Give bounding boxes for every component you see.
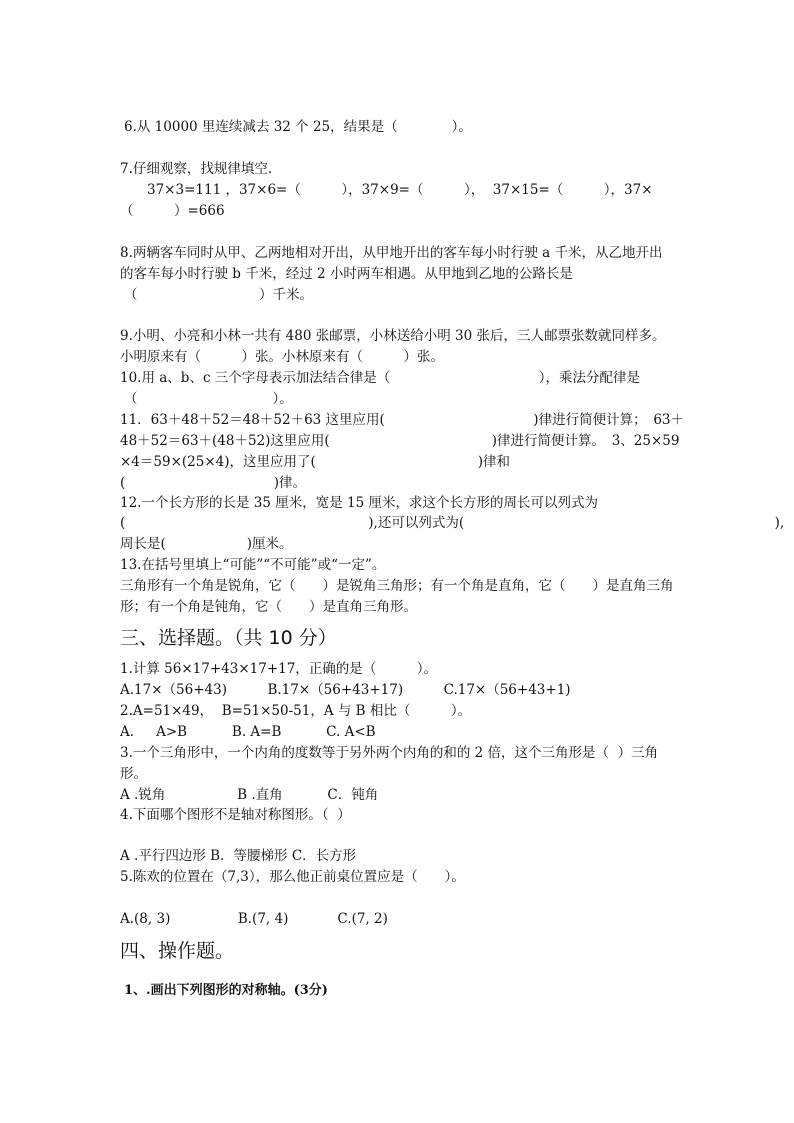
s3q5-line-1: 5.陈欢的位置在（7,3），那么他正前桌位置应是（ ）。 bbox=[120, 869, 465, 885]
q12-line-3: 周长是( )厘米。 bbox=[120, 536, 293, 552]
q8-line-2: 的客车每小时行驶 b 千米，经过 2 小时两车相遇。从甲地到乙地的公路长是 bbox=[120, 266, 573, 282]
q7-line-2: （ ）=666 bbox=[120, 203, 225, 219]
s3q3-options: A .锐角 B .直角 C．钝角 bbox=[120, 787, 379, 803]
s3q4-options: A .平行四边形 B．等腰梯形 C．长方形 bbox=[120, 848, 357, 864]
q11-line-3: ×4＝59×(25×4)，这里应用了( )律和 bbox=[120, 454, 511, 470]
q6-text: 6.从 10000 里连续减去 32 个 25，结果是（ ）。 bbox=[124, 119, 472, 135]
section-4-heading: 四、操作题。 bbox=[120, 940, 235, 962]
s3q4-line-1: 4.下面哪个图形不是轴对称图形。（ ） bbox=[120, 807, 351, 823]
q13-line-3: 形；有一个角是钝角，它（ ）是直角三角形。 bbox=[120, 599, 417, 615]
q7-title: 7.仔细观察，找规律填空. bbox=[120, 161, 273, 177]
q8-line-1: 8.两辆客车同时从甲、乙两地相对开出，从甲地开出的客车每小时行驶 a 千米，从乙地开出 bbox=[120, 245, 663, 261]
q11-line-2: 48＋52＝63＋(48＋52)这里应用( )律进行简便计算。 3、25×59 bbox=[120, 433, 680, 449]
s3q3-line-1: 3.一个三角形中，一个内角的度数等于另外两个内角的和的 2 倍，这个三角形是（ ）三角 bbox=[120, 745, 659, 761]
s3q1-line-1: 1.计算 56×17+43×17+17，正确的是（ ）。 bbox=[120, 661, 438, 677]
section-3-heading: 三、选择题。（共 10 分） bbox=[120, 627, 337, 649]
q9-line-1: 9.小明、小亮和小林一共有 480 张邮票，小林送给小明 30 张后，三人邮票张数就同样多。 bbox=[120, 328, 666, 344]
q10-line-1: 10.用 a、b、c 三个字母表示加法结合律是（ ），乘法分配律是 bbox=[120, 370, 641, 386]
q7-line-1: 37×3=111 ，37×6=（ ），37×9=（ ）， 37×15=（ ），37× bbox=[147, 182, 653, 198]
q11-line-4: ( )律。 bbox=[120, 475, 307, 491]
q10-line-2: （ ）。 bbox=[124, 391, 293, 407]
q9-line-2: 小明原来有（ ）张。小林原来有（ ）张。 bbox=[120, 349, 444, 365]
q13-line-1: 13.在括号里填上“可能”“不可能”或“一定”。 bbox=[120, 557, 386, 573]
s3q2-options: A. A>B B. A=B C. A<B bbox=[120, 724, 376, 740]
q13-line-2: 三角形有一个角是锐角，它（ ）是锐角三角形；有一个角是直角，它（ ）是直角三角 bbox=[120, 578, 674, 594]
q8-line-3: （ ）千米。 bbox=[124, 287, 313, 303]
q11-line-1: 11．63＋48＋52＝48＋52＋63 这里应用( )律进行简便计算； 63＋ bbox=[120, 412, 684, 428]
q12-line-2: ( ),还可以列式为( ), bbox=[120, 515, 785, 531]
s3q5-options: A.(8, 3) B.(7, 4) C.(7, 2) bbox=[120, 911, 388, 927]
q12-line-1: 12.一个长方形的长是 35 厘米，宽是 15 厘米，求这个长方形的周长可以列式为 bbox=[120, 495, 598, 511]
s3q3-line-2: 形。 bbox=[120, 766, 147, 782]
operation-question-1: 1、.画出下列图形的对称轴。(3分) bbox=[124, 983, 328, 998]
s3q2-line-1: 2.A=51×49， B=51×50-51，A 与 B 相比（ ）。 bbox=[120, 703, 472, 719]
s3q1-options: A.17×（56+43) B.17×（56+43+17) C.17×（56+43+1) bbox=[120, 682, 571, 698]
